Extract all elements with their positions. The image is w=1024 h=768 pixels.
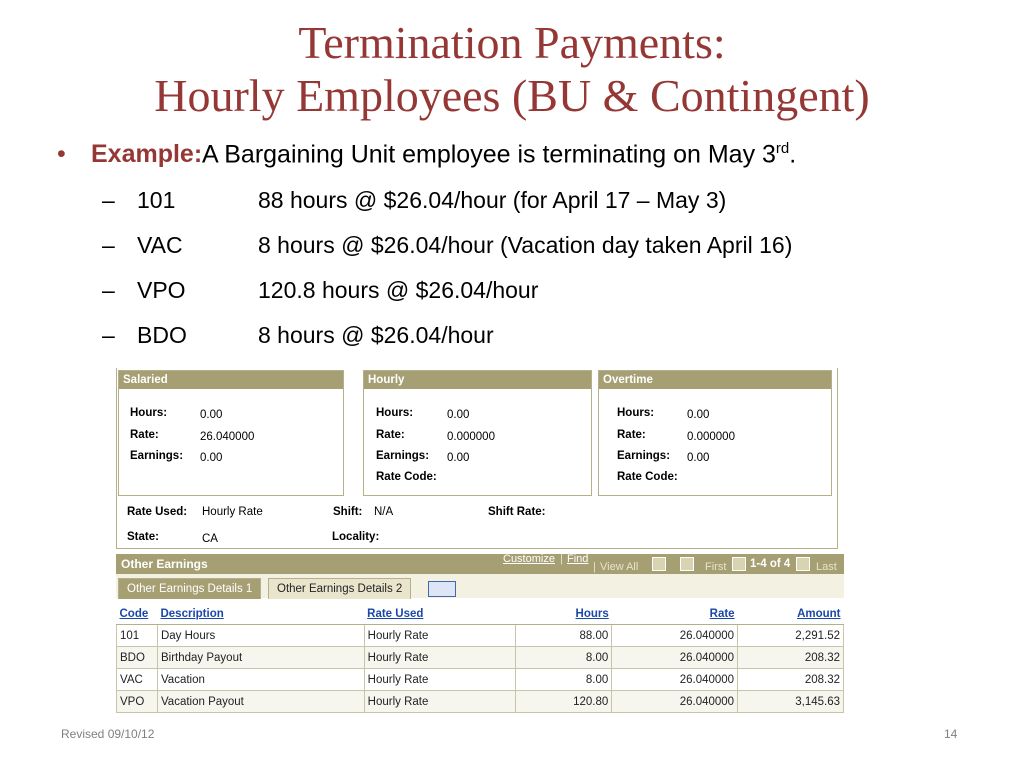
example-label: Example: [91, 140, 203, 168]
hourly-header: Hourly [364, 371, 591, 389]
cell-rate-used: Hourly Rate [364, 625, 516, 647]
column-header-hours[interactable]: Hours [516, 604, 612, 625]
overtime-header: Overtime [599, 371, 831, 389]
row-range: 1-4 of 4 [750, 558, 791, 570]
download-icon[interactable] [652, 557, 666, 571]
overtime-rate-label: Rate: [617, 429, 646, 441]
cell-code: 101 [117, 625, 158, 647]
cell-hours: 88.00 [516, 625, 612, 647]
cell-rate: 26.040000 [612, 647, 738, 669]
sub-desc: 120.8 hours @ $26.04/hour [258, 277, 539, 303]
locality-label: Locality: [332, 531, 380, 543]
next-icon[interactable] [796, 557, 810, 571]
revised-date: Revised 09/10/12 [61, 727, 155, 741]
link-separator: | [593, 561, 596, 573]
hourly-box [363, 370, 592, 496]
cell-description: Vacation [157, 669, 364, 691]
column-header-rate[interactable]: Rate [612, 604, 738, 625]
table-row [117, 625, 844, 647]
sub-code: 101 [137, 187, 176, 213]
cell-rate-used: Hourly Rate [364, 669, 516, 691]
sub-desc: 88 hours @ $26.04/hour (for April 17 – May 3) [258, 187, 727, 213]
salaried-earnings-value: 0.00 [200, 452, 223, 464]
title-line-2: Hourly Employees (BU & Contingent) [154, 70, 870, 121]
other-earnings-header [116, 554, 844, 574]
overtime-hours-value: 0.00 [687, 409, 710, 421]
find-link[interactable]: Find [567, 553, 589, 565]
sub-code: VAC [137, 232, 183, 258]
table-row [117, 647, 844, 669]
column-header-code[interactable]: Code [117, 604, 158, 625]
example-text [202, 140, 796, 169]
hourly-earnings-label: Earnings: [376, 450, 430, 462]
overtime-earnings-value: 0.00 [687, 452, 710, 464]
other-earnings-title: Other Earnings [121, 557, 208, 571]
customize-link[interactable]: Customize [503, 553, 555, 565]
table-header-row [117, 604, 844, 625]
rate-used-label: Rate Used: [127, 506, 188, 518]
cell-description: Vacation Payout [157, 691, 364, 713]
sub-code: BDO [137, 322, 187, 348]
overtime-rate-code-label: Rate Code: [617, 471, 678, 483]
example-superscript: rd [775, 140, 790, 157]
first-link[interactable]: First [705, 561, 727, 573]
cell-rate-used: Hourly Rate [364, 691, 516, 713]
page-number: 14 [944, 727, 958, 741]
salaried-box [118, 370, 344, 496]
tab-other-earnings-details-2[interactable]: Other Earnings Details 2 [268, 578, 411, 599]
salaried-rate-label: Rate: [130, 429, 159, 441]
table-row [117, 691, 844, 713]
cell-rate: 26.040000 [612, 669, 738, 691]
hourly-earnings-value: 0.00 [447, 452, 470, 464]
title-line-1: Termination Payments: [298, 17, 726, 68]
cell-amount: 208.32 [738, 669, 844, 691]
shift-rate-label: Shift Rate: [488, 506, 546, 518]
cell-rate: 26.040000 [612, 691, 738, 713]
hourly-rate-code-label: Rate Code: [376, 471, 437, 483]
view-all-link[interactable]: View All [600, 561, 639, 573]
overtime-box [598, 370, 832, 496]
cell-hours: 8.00 [516, 669, 612, 691]
sub-desc: 8 hours @ $26.04/hour (Vacation day taken April 16) [258, 232, 793, 258]
sub-dash: – [102, 187, 115, 213]
overtime-earnings-label: Earnings: [617, 450, 671, 462]
sub-dash: – [102, 277, 115, 303]
hourly-rate-label: Rate: [376, 429, 405, 441]
bullet-dot: • [57, 140, 66, 168]
cell-code: VPO [117, 691, 158, 713]
shift-label: Shift: [333, 506, 363, 518]
other-earnings-tabs [116, 574, 844, 598]
column-header-rate-used[interactable]: Rate Used [364, 604, 516, 625]
sub-dash: – [102, 232, 115, 258]
cell-hours: 120.80 [516, 691, 612, 713]
rate-used-value: Hourly Rate [202, 506, 263, 518]
sub-dash: – [102, 322, 115, 348]
slide-title [0, 16, 1024, 122]
cell-code: BDO [117, 647, 158, 669]
link-separator: | [560, 553, 563, 565]
state-value: CA [202, 533, 218, 545]
table-row [117, 669, 844, 691]
hourly-hours-label: Hours: [376, 407, 414, 419]
cell-hours: 8.00 [516, 647, 612, 669]
salaried-hours-label: Hours: [130, 407, 168, 419]
grid-view-icon[interactable] [680, 557, 694, 571]
example-sentence: A Bargaining Unit employee is terminating on May 3 [202, 140, 776, 169]
cell-description: Birthday Payout [157, 647, 364, 669]
salaried-earnings-label: Earnings: [130, 450, 184, 462]
salaried-hours-value: 0.00 [200, 409, 223, 421]
tab-other-earnings-details-1[interactable]: Other Earnings Details 1 [118, 578, 261, 599]
peoplesoft-screenshot [116, 368, 844, 718]
other-earnings-table [116, 604, 844, 713]
example-period: . [789, 140, 797, 169]
state-label: State: [127, 531, 159, 543]
overtime-hours-label: Hours: [617, 407, 655, 419]
previous-icon[interactable] [732, 557, 746, 571]
cell-amount: 2,291.52 [738, 625, 844, 647]
hourly-rate-value: 0.000000 [447, 431, 495, 443]
cell-amount: 3,145.63 [738, 691, 844, 713]
salaried-header: Salaried [119, 371, 343, 389]
column-header-description[interactable]: Description [157, 604, 364, 625]
sub-desc: 8 hours @ $26.04/hour [258, 322, 494, 348]
last-link[interactable]: Last [816, 561, 837, 573]
salaried-rate-value: 26.040000 [200, 431, 255, 443]
column-header-amount[interactable]: Amount [738, 604, 844, 625]
sub-code: VPO [137, 277, 186, 303]
cell-code: VAC [117, 669, 158, 691]
show-all-columns-icon[interactable] [428, 581, 456, 597]
overtime-rate-value: 0.000000 [687, 431, 735, 443]
shift-value: N/A [374, 506, 394, 518]
cell-amount: 208.32 [738, 647, 844, 669]
hourly-hours-value: 0.00 [447, 409, 470, 421]
cell-rate-used: Hourly Rate [364, 647, 516, 669]
cell-rate: 26.040000 [612, 625, 738, 647]
cell-description: Day Hours [157, 625, 364, 647]
